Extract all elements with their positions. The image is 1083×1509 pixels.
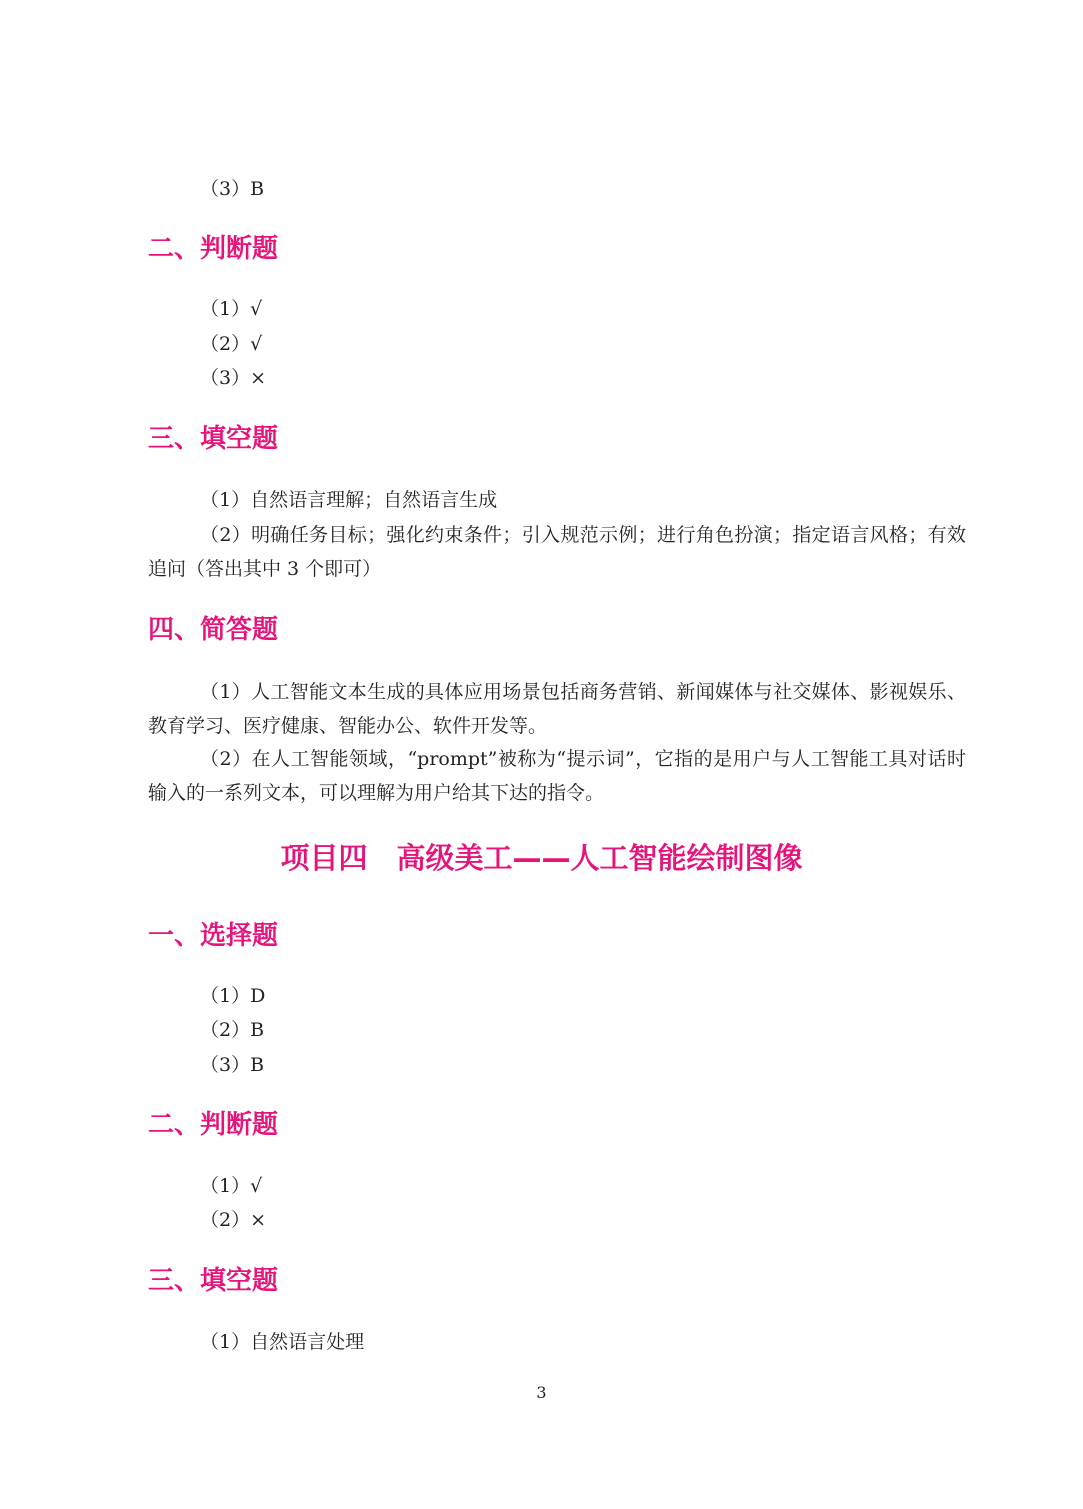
answer-item: （1）√ [200, 298, 263, 320]
project-title: 项目四 高级美工——人工智能绘制图像 [280, 841, 803, 875]
answer-item: （3）B [200, 1054, 265, 1076]
answer-paragraph: （1）人工智能文本生成的具体应用场景包括商务营销、新闻媒体与社交媒体、影视娱乐、教育学习、医疗健康、智能办公、软件开发等。 [148, 681, 966, 737]
answer-item: （3）× [200, 367, 267, 389]
answer-item: （3）B [200, 178, 265, 200]
answer-item: （2）B [200, 1019, 265, 1041]
answer-item: （1）D [200, 985, 266, 1007]
section-heading-judge: 二、判断题 [148, 1110, 279, 1140]
answer-paragraph: （2）在人工智能领域，“prompt”被称为“提示词”，它指的是用户与人工智能工具对话时输入的一系列文本，可以理解为用户给其下达的指令。 [148, 748, 966, 804]
answer-item: （1）√ [200, 1175, 263, 1197]
page-number: 3 [536, 1383, 547, 1402]
section-heading-judge: 二、判断题 [148, 234, 279, 264]
answer-item: （2）× [200, 1209, 267, 1231]
answer-item: （2）√ [200, 333, 263, 355]
answer-paragraph: （2）明确任务目标；强化约束条件；引入规范示例；进行角色扮演；指定语言风格；有效追问（答出其中 3 个即可） [148, 524, 966, 580]
section-heading-short: 四、简答题 [148, 615, 279, 645]
section-heading-fill: 三、填空题 [148, 424, 279, 454]
answer-item: （1）自然语言处理 [200, 1331, 365, 1353]
section-heading-fill: 三、填空题 [148, 1266, 279, 1296]
answer-item: （1）自然语言理解；自然语言生成 [200, 489, 498, 511]
section-heading-choice: 一、选择题 [148, 921, 279, 951]
